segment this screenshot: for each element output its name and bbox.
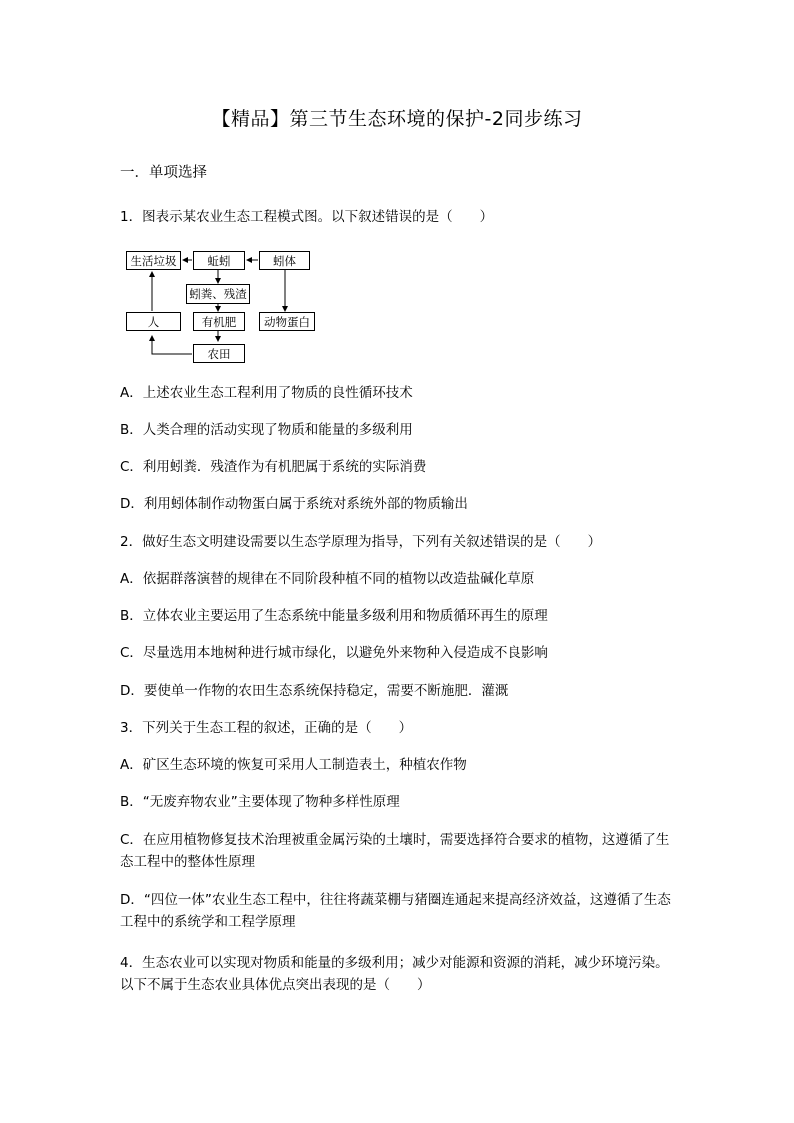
question-3-option-d: D．“四位一体”农业生态工程中，往往将蔬菜棚与猪圈连通起来提高经济效益，这遵循了生态工程中的系统学和工程学原理 (120, 892, 671, 930)
node-organic-fertilizer: 有机肥 (193, 312, 245, 331)
section-heading: 一．单项选择 (120, 165, 207, 181)
question-1-option-d: D．利用蚓体制作动物蛋白属于系统对系统外部的物质输出 (120, 496, 468, 512)
question-2-stem: 2．做好生态文明建设需要以生态学原理为指导，下列有关叙述错误的是（ ） (120, 534, 602, 550)
node-animal-protein: 动物蛋白 (259, 312, 315, 331)
question-2-option-c: C．尽量选用本地树种进行城市绿化，以避免外来物种入侵造成不良影响 (120, 645, 548, 661)
ecology-flow-diagram (124, 248, 324, 366)
question-2-option-d: D．要使单一作物的农田生态系统保持稳定，需要不断施肥．灌溉 (120, 683, 509, 699)
question-3-stem: 3．下列关于生态工程的叙述，正确的是（ ） (120, 720, 413, 736)
question-3-option-c: C．在应用植物修复技术治理被重金属污染的土壤时，需要选择符合要求的植物，这遵循了生态工程中的整体性原理 (120, 832, 670, 870)
question-2-option-b: B．立体农业主要运用了生态系统中能量多级利用和物质循环再生的原理 (120, 608, 548, 624)
question-1-stem: 1．图表示某农业生态工程模式图。以下叙述错误的是（ ） (120, 209, 494, 225)
node-worm-body: 蚓体 (259, 251, 310, 270)
node-farmland: 农田 (193, 344, 245, 363)
question-4-stem: 4．生态农业可以实现对物质和能量的多级利用；减少对能源和资源的消耗，减少环境污染。以下不属于生态农业具体优点突出表现的是（ ） (120, 955, 669, 993)
question-1-option-b: B．人类合理的活动实现了物质和能量的多级利用 (120, 422, 413, 438)
page-title: 【精品】第三节生态环境的保护-2同步练习 (211, 108, 583, 130)
node-human: 人 (126, 312, 181, 331)
node-feces-residue: 蚓粪、残渣 (186, 284, 250, 304)
node-earthworm: 蚯蚓 (193, 251, 245, 270)
question-1-option-a: A．上述农业生态工程利用了物质的良性循环技术 (120, 385, 413, 401)
question-3-option-b: B．“无废弃物农业”主要体现了物种多样性原理 (120, 794, 400, 810)
question-2-option-a: A．依据群落演替的规律在不同阶段种植不同的植物以改造盐碱化草原 (120, 571, 535, 587)
question-3-option-a: A．矿区生态环境的恢复可采用人工制造表土，种植农作物 (120, 757, 467, 773)
node-garbage: 生活垃圾 (126, 251, 181, 270)
question-1-option-c: C．利用蚓粪．残渣作为有机肥属于系统的实际消费 (120, 459, 427, 475)
arrow-farmland-to-human (152, 336, 192, 354)
